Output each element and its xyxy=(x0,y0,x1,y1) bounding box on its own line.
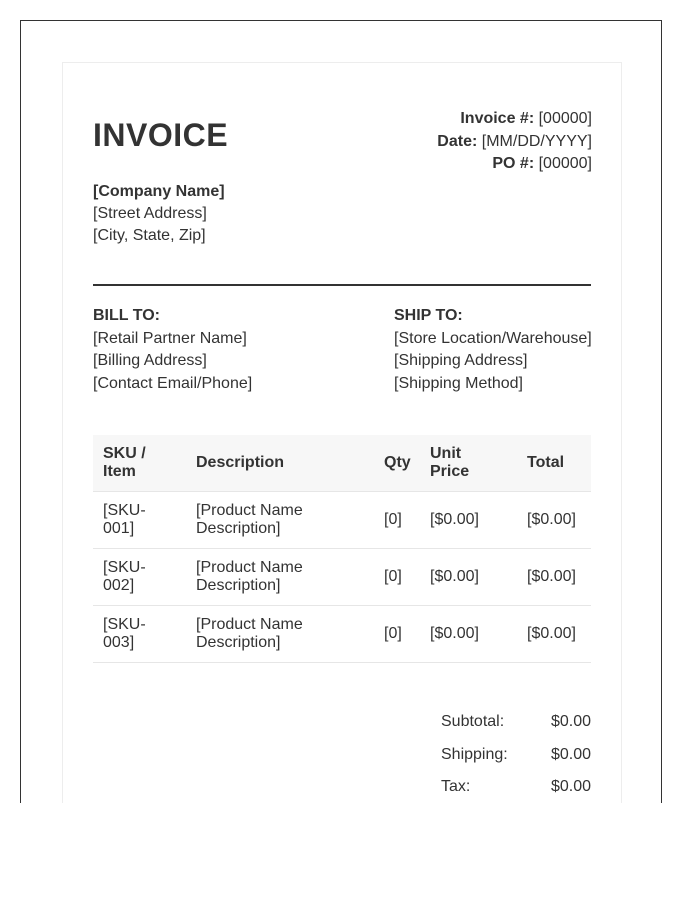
company-name: [Company Name] xyxy=(93,183,225,200)
po-number-line xyxy=(437,153,592,176)
cell-sku: [SKU-003] xyxy=(93,606,186,663)
cell-unit-price: [$0.00] xyxy=(426,492,517,549)
cell-sku: [SKU-002] xyxy=(93,549,186,606)
table-header-row xyxy=(93,435,591,492)
line-items-table xyxy=(93,435,591,663)
cell-unit-price: [$0.00] xyxy=(426,549,517,606)
company-city: [City, State, Zip] xyxy=(93,227,206,244)
cell-qty: [0] xyxy=(380,492,426,549)
cell-description xyxy=(186,606,380,663)
po-number-value: [00000] xyxy=(538,155,592,172)
cell-description-line: Description] xyxy=(196,520,281,537)
invoice-number-label: Invoice #: xyxy=(460,110,535,127)
subtotal-row xyxy=(441,706,591,739)
invoice-date-label: Date: xyxy=(437,132,478,150)
cell-description xyxy=(186,492,380,549)
company-block xyxy=(93,181,225,247)
ship-to-line: [Shipping Method] xyxy=(394,374,523,392)
ship-to-heading: SHIP TO: xyxy=(394,307,463,324)
shipping-row xyxy=(441,739,591,772)
bill-to-heading: BILL TO: xyxy=(93,307,160,324)
tax-value: $0.00 xyxy=(550,778,591,796)
ship-to-line: [Store Location/Warehouse] xyxy=(394,329,592,347)
tax-row xyxy=(441,771,591,803)
header-total: Total xyxy=(517,435,591,492)
company-street: [Street Address] xyxy=(93,205,207,222)
header-unit-price xyxy=(426,435,517,492)
invoice-sheet xyxy=(62,62,622,803)
header-sku-line: SKU / xyxy=(103,445,146,462)
header-description: Description xyxy=(186,435,380,492)
cell-description-line: [Product Name xyxy=(196,559,303,576)
invoice-date-value: [MM/DD/YYYY] xyxy=(481,132,592,150)
header-unit-line: Price xyxy=(430,463,470,480)
cell-sku: [SKU-001] xyxy=(93,492,186,549)
header-divider xyxy=(93,284,591,286)
ship-to-block xyxy=(394,305,592,395)
bill-to-line: [Contact Email/Phone] xyxy=(93,374,253,392)
table-row xyxy=(93,492,591,549)
cell-description-line: Description] xyxy=(196,577,281,594)
tax-label: Tax: xyxy=(441,778,471,796)
bill-to-block xyxy=(93,305,252,395)
header-sku-line: Item xyxy=(103,463,136,480)
cell-unit-price: [$0.00] xyxy=(426,606,517,663)
header-sku xyxy=(93,435,186,492)
invoice-meta xyxy=(437,108,592,176)
cell-description-line: [Product Name xyxy=(196,502,303,519)
cell-total: [$0.00] xyxy=(517,492,591,549)
cell-total: [$0.00] xyxy=(517,549,591,606)
invoice-number-line xyxy=(437,108,592,131)
invoice-title: INVOICE xyxy=(93,117,229,153)
subtotal-label: Subtotal: xyxy=(441,713,505,731)
shipping-label: Shipping: xyxy=(441,745,508,763)
shipping-value: $0.00 xyxy=(550,745,591,763)
cell-description-line: [Product Name xyxy=(196,616,303,633)
invoice-date-line xyxy=(437,131,592,154)
invoice-number-value: [00000] xyxy=(538,110,592,127)
cell-total: [$0.00] xyxy=(517,606,591,663)
document-frame xyxy=(20,20,662,803)
totals-table xyxy=(441,706,591,803)
ship-to-line: [Shipping Address] xyxy=(394,352,528,369)
table-row xyxy=(93,606,591,663)
header-unit-line: Unit xyxy=(430,445,462,462)
cell-description xyxy=(186,549,380,606)
po-number-label: PO #: xyxy=(492,155,535,172)
table-row xyxy=(93,549,591,606)
cell-qty: [0] xyxy=(380,549,426,606)
bill-to-line: [Billing Address] xyxy=(93,352,207,369)
cell-description-line: Description] xyxy=(196,634,281,651)
header-qty: Qty xyxy=(380,435,426,492)
bill-to-line: [Retail Partner Name] xyxy=(93,329,247,347)
cell-qty: [0] xyxy=(380,606,426,663)
subtotal-value: $0.00 xyxy=(550,713,591,731)
